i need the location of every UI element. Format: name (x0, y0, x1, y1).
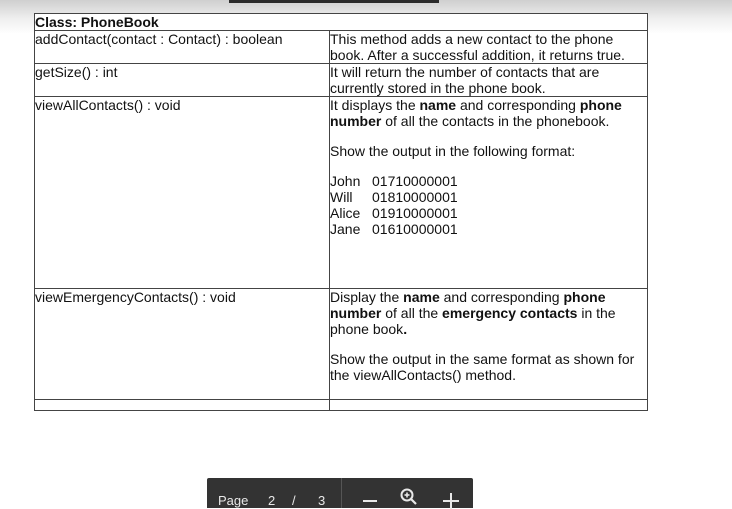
text-run: It displays the (330, 97, 420, 113)
viewer-top-bar (229, 0, 439, 3)
method-signature: getSize() : int (35, 64, 330, 97)
output-line (330, 189, 647, 205)
page-label: Page (218, 493, 249, 508)
contact-number: 01610000001 (372, 221, 458, 237)
bold-run: name (419, 97, 457, 113)
page-toolbar (207, 478, 473, 508)
method-signature: viewAllContacts() : void (35, 97, 330, 289)
bold-run: . (403, 321, 408, 337)
format-note: Show the output in the same format as shown for the viewAllContacts() method. (330, 351, 635, 383)
bold-run: name (403, 289, 440, 305)
bold-run: emergency contacts (442, 305, 578, 321)
table-row (35, 31, 648, 64)
class-header: Class: PhoneBook (35, 14, 648, 31)
method-description (330, 64, 648, 97)
description-text (330, 97, 647, 129)
text-run: Display the (330, 289, 404, 305)
text-run: and corresponding (439, 289, 564, 305)
phonebook-class-table (34, 13, 648, 411)
zoom-reset-button[interactable] (400, 488, 418, 509)
output-line (330, 221, 647, 237)
contact-name: Jane (330, 221, 361, 237)
text-run: in the phone book (330, 305, 616, 337)
method-signature: addContact(contact : Contact) : boolean (35, 31, 330, 64)
contact-name: Will (330, 189, 353, 205)
table-row (35, 97, 648, 289)
format-note: Show the output in the following format: (330, 143, 576, 159)
table-row (35, 289, 648, 400)
contact-number: 01810000001 (372, 189, 458, 205)
current-page-input[interactable]: 2 (268, 493, 276, 508)
bold-run: phone number (330, 289, 606, 321)
output-line (330, 205, 647, 221)
method-description (330, 31, 648, 64)
description-text: It will return the number of contacts that are currently stored in the phone book. (330, 64, 600, 96)
contact-number: 01910000001 (372, 205, 458, 221)
zoom-out-button[interactable] (363, 500, 377, 502)
magnifier-icon (400, 488, 418, 506)
table-row-partial (35, 400, 648, 411)
contact-number: 01710000001 (372, 173, 458, 189)
total-pages: 3 (318, 493, 326, 508)
text-run: and corresponding (456, 97, 580, 113)
contact-name: Alice (330, 205, 361, 221)
text-run: of all the (381, 305, 443, 321)
method-description (330, 289, 648, 400)
description-text: This method adds a new contact to the phone book. After a successful addition, it returns true. (330, 31, 625, 63)
toolbar-divider (341, 478, 342, 508)
table-row (35, 64, 648, 97)
method-signature (35, 400, 330, 411)
output-line (330, 173, 647, 189)
sample-output (330, 173, 647, 237)
page-separator: / (292, 493, 296, 508)
bold-run: phone number (330, 97, 622, 129)
method-description (330, 97, 648, 289)
contact-name: John (330, 173, 361, 189)
text-run: of all the contacts in the phonebook. (381, 113, 610, 129)
table-header-row (35, 14, 648, 31)
description-text (330, 289, 647, 337)
zoom-in-button[interactable] (443, 493, 459, 509)
method-description (330, 400, 648, 411)
method-signature: viewEmergencyContacts() : void (35, 289, 330, 400)
